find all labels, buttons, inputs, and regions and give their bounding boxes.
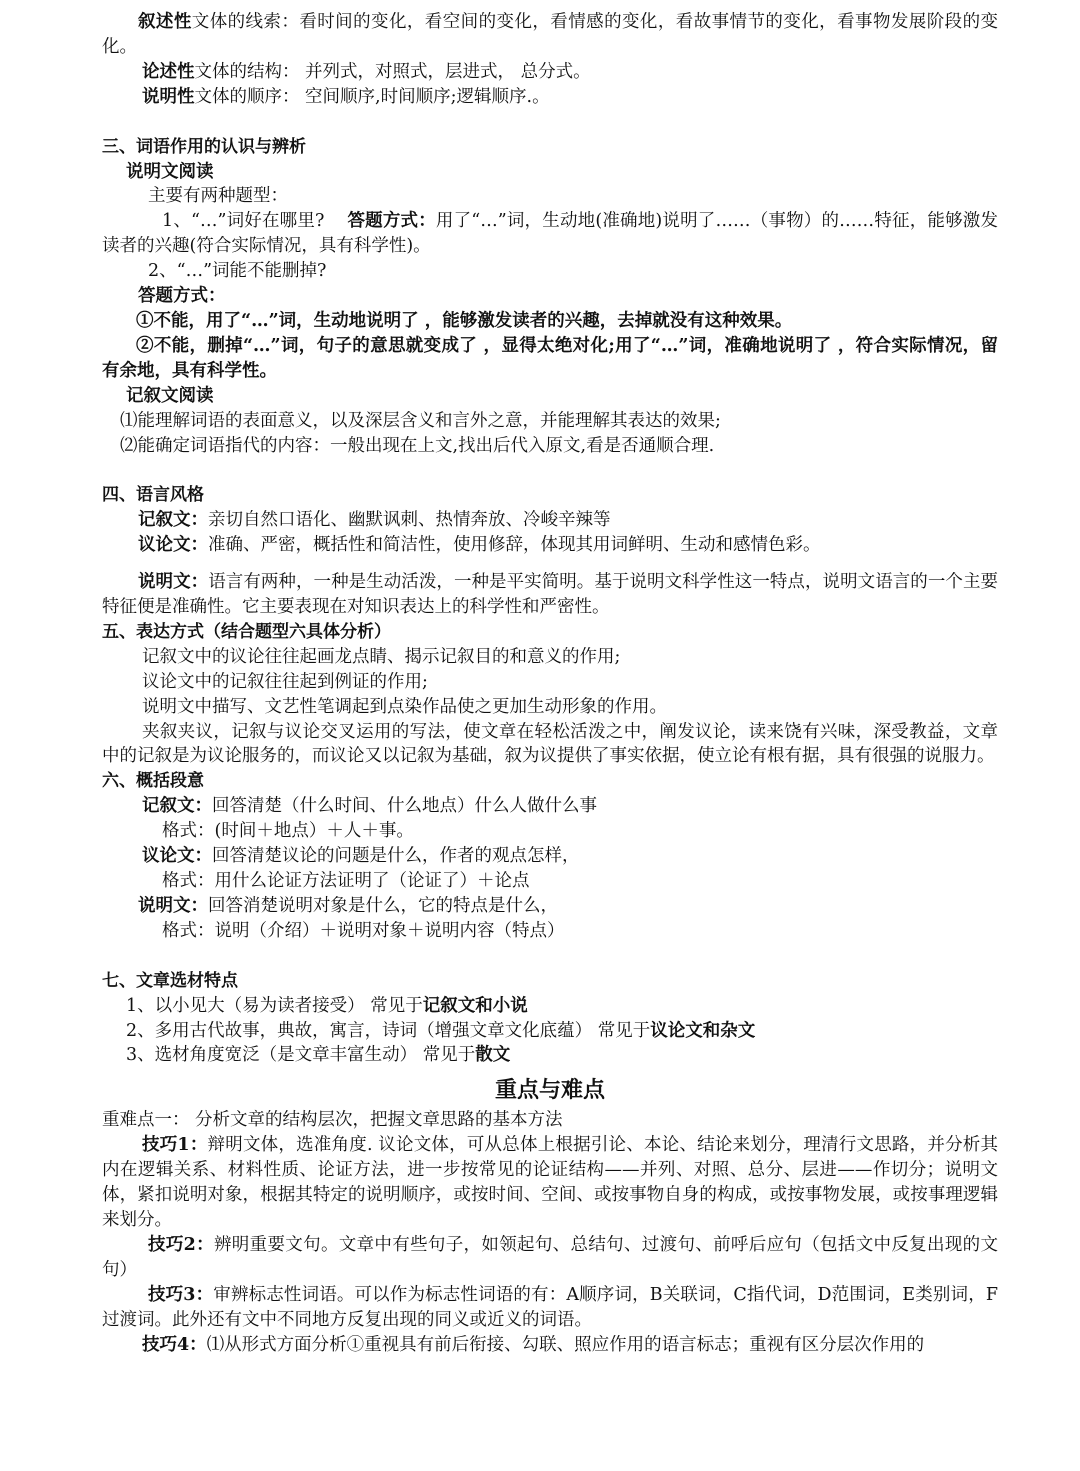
section-4-heading: 四、语言风格 xyxy=(102,485,204,506)
technique-4: 技巧4：⑴从形式方面分析①重视具有前后衔接、勾联、照应作用的语言标志；重视有区分层次作用的 xyxy=(142,1334,925,1355)
section-6-heading: 六、概括段意 xyxy=(102,771,204,792)
narrative-reading-subheading: 记叙文阅读 xyxy=(126,385,214,406)
question-types-intro: 主要有两种题型： xyxy=(148,186,288,207)
answer-method-label: 答题方式： xyxy=(138,286,226,307)
technique-1: 技巧1：辩明文体，选准角度. 议论文体，可从总体上根据引论、本论、结论来划分，理清行文思路，并分析其内在逻辑关系、材料性质、论证方法，进一步按常见的论证结构——并列、对照、总分、层进——作切分；说明文体，紧扣说明对象，根据其特定的说明顺序，或按时间、空间、或按事物自身的构成，或按事物发展，或按事理逻辑来划分。 xyxy=(102,1135,998,1230)
expression-line-4: 夹叙夹议，记叙与议论交叉运用的写法，使文章在轻松活泼之中，阐发议论，读来饶有兴味，深受教益，文章中的记叙是为议论服务的，而议论又以记叙为基础，叙为议提供了事实依据，使立论有根有据，具有很强的说服力。 xyxy=(102,721,998,767)
expression-line-1: 记叙文中的议论往往起画龙点睛、揭示记叙目的和意义的作用; xyxy=(142,646,621,667)
technique-3: 技巧3：审辨标志性词语。可以作为标志性词语的有：A顺序词，B关联词，C指代词，D范围词，E类别词，F过渡词。此外还有文中不同地方反复出现的同义或近义的词语。 xyxy=(102,1284,998,1330)
answer-option-1: ①不能，用了“…”词，生动地说明了 ，能够激发读者的兴趣，去掉就没有这种效果。 xyxy=(136,310,793,331)
section-5-heading: 五、表达方式（结合题型六具体分析） xyxy=(102,621,391,642)
summary-expository: 说明文：回答消楚说明对象是什么，它的特点是什么， xyxy=(138,895,558,916)
expression-line-2: 议论文中的记叙往往起到例证的作用; xyxy=(142,671,428,692)
summary-narrative: 记叙文：回答清楚（什么时间、什么地点）什么人做什么事 xyxy=(142,796,597,817)
section-7-heading: 七、文章选材特点 xyxy=(102,970,238,991)
summary-argumentative: 议论文：回答清楚议论的问题是什么，作者的观点怎样， xyxy=(142,846,580,867)
question-1: 1、“…”词好在哪里? 答题方式：用了“…”词，生动地(准确地)说明了……（事物）的……特征，能够激发读者的兴趣(符合实际情况，具有科学性)。 xyxy=(102,211,998,257)
summary-expository-format: 格式：说明（介绍）＋说明对象＋说明内容（特点） xyxy=(162,920,565,941)
narrative-reading-point-1: ⑴能理解词语的表面意义，以及深层含义和言外之意，并能理解其表达的效果; xyxy=(120,410,721,431)
key-point-1-lead: 重难点一： 分析文章的结构层次，把握文章思路的基本方法 xyxy=(102,1110,563,1131)
key-points-title: 重点与难点 xyxy=(494,1078,605,1104)
expository-order: 说明性文体的顺序： 空间顺序,时间顺序;逻辑顺序.。 xyxy=(142,86,550,107)
narrative-clues: 叙述性文体的线索：看时间的变化，看空间的变化，看情感的变化，看故事情节的变化，看事物发展阶段的变化。 xyxy=(102,12,999,57)
summary-argumentative-format: 格式：用什么论证方法证明了（论证了）＋论点 xyxy=(162,871,530,891)
material-item-1: 1、以小见大（易为读者接受） 常见于记叙文和小说 xyxy=(126,995,528,1016)
expression-line-3: 说明文中描写、文艺性笔调起到点染作品使之更加生动形象的作用。 xyxy=(142,696,667,717)
material-item-2: 2、多用古代故事，典故，寓言，诗词（增强文章文化底蕴） 常见于议论文和杂文 xyxy=(126,1020,756,1041)
expository-reading-subheading: 说明文阅读 xyxy=(126,161,214,182)
narrative-reading-point-2: ⑵能确定词语指代的内容：一般出现在上文,找出后代入原文,看是否通顺合理. xyxy=(120,435,715,456)
argumentative-structure: 论述性文体的结构： 并列式，对照式，层进式， 总分式。 xyxy=(142,61,591,82)
style-argumentative: 议论文：准确、严密，概括性和简洁性，使用修辞，体现其用词鲜明、生动和感情色彩。 xyxy=(138,535,821,556)
answer-option-2: ②不能，删掉“…”词，句子的意思就变成了 ，显得太绝对化;用了“…”词，准确地说明了 ，符合实际情况，留有余地，具有科学性。 xyxy=(102,335,998,381)
style-narrative: 记叙文：亲切自然口语化、幽默讽刺、热情奔放、冷峻辛辣等 xyxy=(138,510,611,531)
section-3-heading: 三、词语作用的认识与辨析 xyxy=(102,136,306,157)
material-item-3: 3、选材角度宽泛（是文章丰富生动） 常见于散文 xyxy=(126,1045,511,1066)
style-expository: 说明文：语言有两种，一种是生动活泼，一种是平实简明。基于说明文科学性这一特点，说明文语言的一个主要特征便是准确性。它主要表现在对知识表达上的科学性和严密性。 xyxy=(102,572,999,618)
summary-narrative-format: 格式：(时间＋地点）＋人＋事。 xyxy=(162,821,414,842)
technique-2: 技巧2：辨明重要文句。文章中有些句子，如领起句、总结句、过渡句、前呼后应句（包括文中反复出现的文句） xyxy=(102,1234,998,1280)
question-2: 2、“…”词能不能删掉? xyxy=(148,261,327,282)
